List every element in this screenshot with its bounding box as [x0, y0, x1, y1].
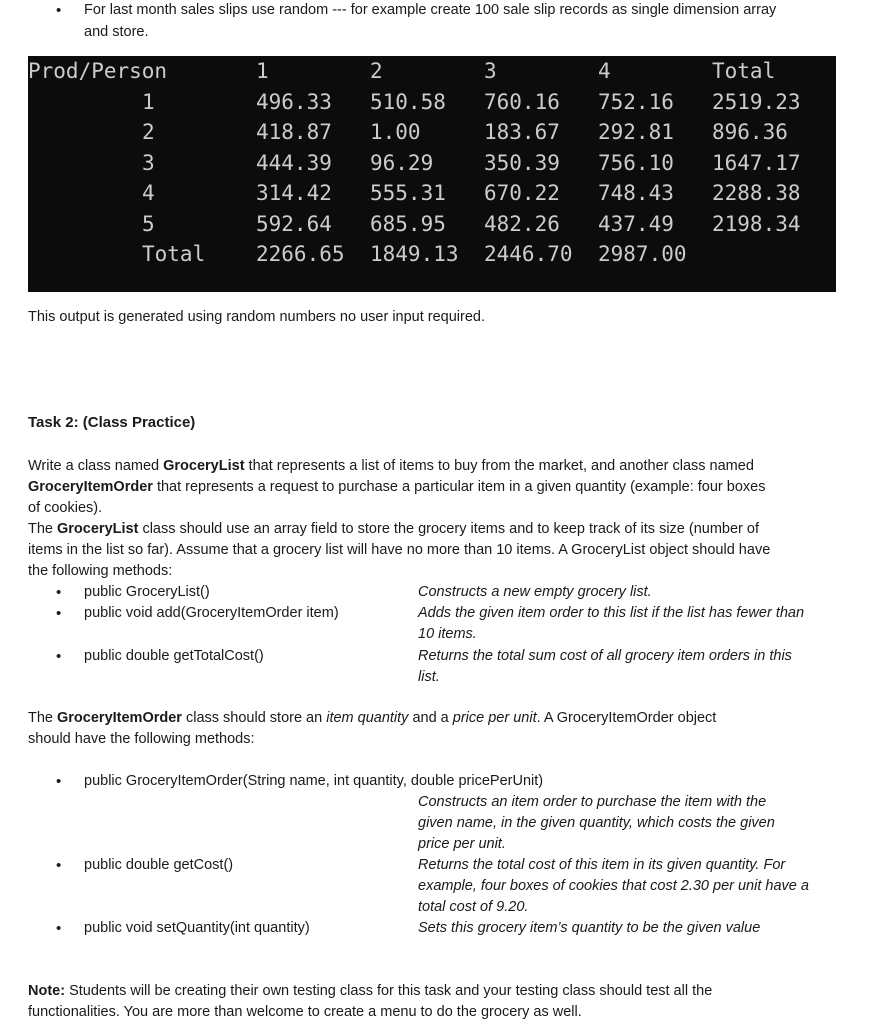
row-4-v1: 314.42 [256, 181, 332, 205]
task2-p2-line1: The GroceryList class should use an array field to store the grocery items and to keep track of its size (number of [28, 521, 759, 537]
console-output [28, 56, 836, 292]
row-5-v4: 437.49 [598, 212, 674, 236]
console-header-3: 3 [484, 59, 497, 83]
row-4-label: 4 [142, 181, 155, 205]
note-line-2: functionalities. You are more than welcome to create a menu to do the grocery as well. [28, 1004, 582, 1020]
getcost-desc-2: example, four boxes of cookies that cost 2.30 per unit have a [418, 878, 809, 894]
setquantity-desc: Sets this grocery item’s quantity to be the given value [418, 920, 761, 936]
row-3-v3: 350.39 [484, 151, 560, 175]
method-gettotalcost-desc-2: list. [418, 669, 440, 685]
intro-line-2: and store. [84, 24, 149, 40]
row-2-total: 896.36 [712, 120, 788, 144]
row-5-v3: 482.26 [484, 212, 560, 236]
method-grocerylist-ctor-desc: Constructs a new empty grocery list. [418, 584, 652, 600]
row-4-v4: 748.43 [598, 181, 674, 205]
row-5-v1: 592.64 [256, 212, 332, 236]
row-5-v2: 685.95 [370, 212, 446, 236]
method-add-desc-2: 10 items. [418, 626, 477, 642]
row-1-v4: 752.16 [598, 90, 674, 114]
groceryitemorder-term: GroceryItemOrder [28, 479, 153, 495]
method-gettotalcost-desc-1: Returns the total sum cost of all grocery item orders in this [418, 648, 792, 664]
task2-p2-line2: items in the list so far). Assume that a grocery list will have no more than 10 items. A GroceryList object should have [28, 542, 771, 558]
task2-p2-line3: the following methods: [28, 563, 173, 579]
note-label: Note: [28, 983, 66, 999]
method-add-desc-1: Adds the given item order to this list if the list has fewer than [418, 605, 805, 621]
row-2-v3: 183.67 [484, 120, 560, 144]
note-line-1: Note: Students will be creating their own testing class for this task and your testing class should test all the [28, 983, 713, 999]
task2-p3-line2: should have the following methods: [28, 731, 255, 747]
row-4-v3: 670.22 [484, 181, 560, 205]
row-3-v4: 756.10 [598, 151, 674, 175]
total-row-v4: 2987.00 [598, 242, 687, 266]
row-1-v2: 510.58 [370, 90, 446, 114]
row-2-v2: 1.00 [370, 120, 421, 144]
row-5-label: 5 [142, 212, 155, 236]
row-4-v2: 555.31 [370, 181, 446, 205]
method-grocerylist-ctor: • public GroceryList() [84, 582, 210, 603]
task2-heading: Task 2: (Class Practice) [28, 414, 196, 431]
row-1-v3: 760.16 [484, 90, 560, 114]
task2-p1-line3: of cookies). [28, 500, 103, 516]
row-4-total: 2288.38 [712, 181, 801, 205]
console-header-total: Total [712, 59, 776, 83]
console-header-2: 2 [370, 59, 383, 83]
method-groceryitemorder-ctor: • public GroceryItemOrder(String name, int quantity, double pricePerUnit) [84, 771, 543, 792]
getcost-desc-3: total cost of 9.20. [418, 899, 529, 915]
row-1-v1: 496.33 [256, 90, 332, 114]
row-1-total: 2519.23 [712, 90, 801, 114]
row-1-label: 1 [142, 90, 155, 114]
total-row-v2: 1849.13 [370, 242, 459, 266]
method-getcost: • public double getCost() [84, 855, 233, 876]
console-header-4: 4 [598, 59, 611, 83]
total-row-v3: 2446.70 [484, 242, 573, 266]
row-5-total: 2198.34 [712, 212, 801, 236]
method-add: • public void add(GroceryItemOrder item) [84, 603, 339, 624]
ctor-desc-1: Constructs an item order to purchase the item with the [418, 794, 767, 810]
getcost-desc-1: Returns the total cost of this item in its given quantity. For [418, 857, 786, 873]
method-setquantity: • public void setQuantity(int quantity) [84, 918, 310, 939]
row-3-total: 1647.17 [712, 151, 801, 175]
row-3-v2: 96.29 [370, 151, 434, 175]
task2-p3-line1: The GroceryItemOrder class should store an item quantity and a price per unit. A GroceryItemOrder object [28, 710, 717, 726]
row-2-label: 2 [142, 120, 155, 144]
total-row-label: Total [142, 242, 206, 266]
row-3-label: 3 [142, 151, 155, 175]
method-gettotalcost: • public double getTotalCost() [84, 646, 264, 667]
output-note: This output is generated using random numbers no user input required. [28, 309, 486, 325]
task2-p1-line1: Write a class named GroceryList that represents a list of items to buy from the market, and another class named [28, 458, 754, 474]
task2-p1-line2: GroceryItemOrder that represents a request to purchase a particular item in a given quantity (example: four boxes [28, 479, 766, 495]
row-2-v4: 292.81 [598, 120, 674, 144]
console-header-1: 1 [256, 59, 269, 83]
ctor-desc-3: price per unit. [418, 836, 506, 852]
grocerylist-term: GroceryList [163, 458, 245, 474]
console-header-prod: Prod/Person [28, 59, 168, 83]
intro-line-1: For last month sales slips use random --- for example create 100 sale slip records as single dimension array [84, 2, 777, 18]
row-3-v1: 444.39 [256, 151, 332, 175]
intro-bullet [84, 0, 776, 21]
row-2-v1: 418.87 [256, 120, 332, 144]
ctor-desc-2: given name, in the given quantity, which costs the given [418, 815, 775, 831]
total-row-v1: 2266.65 [256, 242, 345, 266]
